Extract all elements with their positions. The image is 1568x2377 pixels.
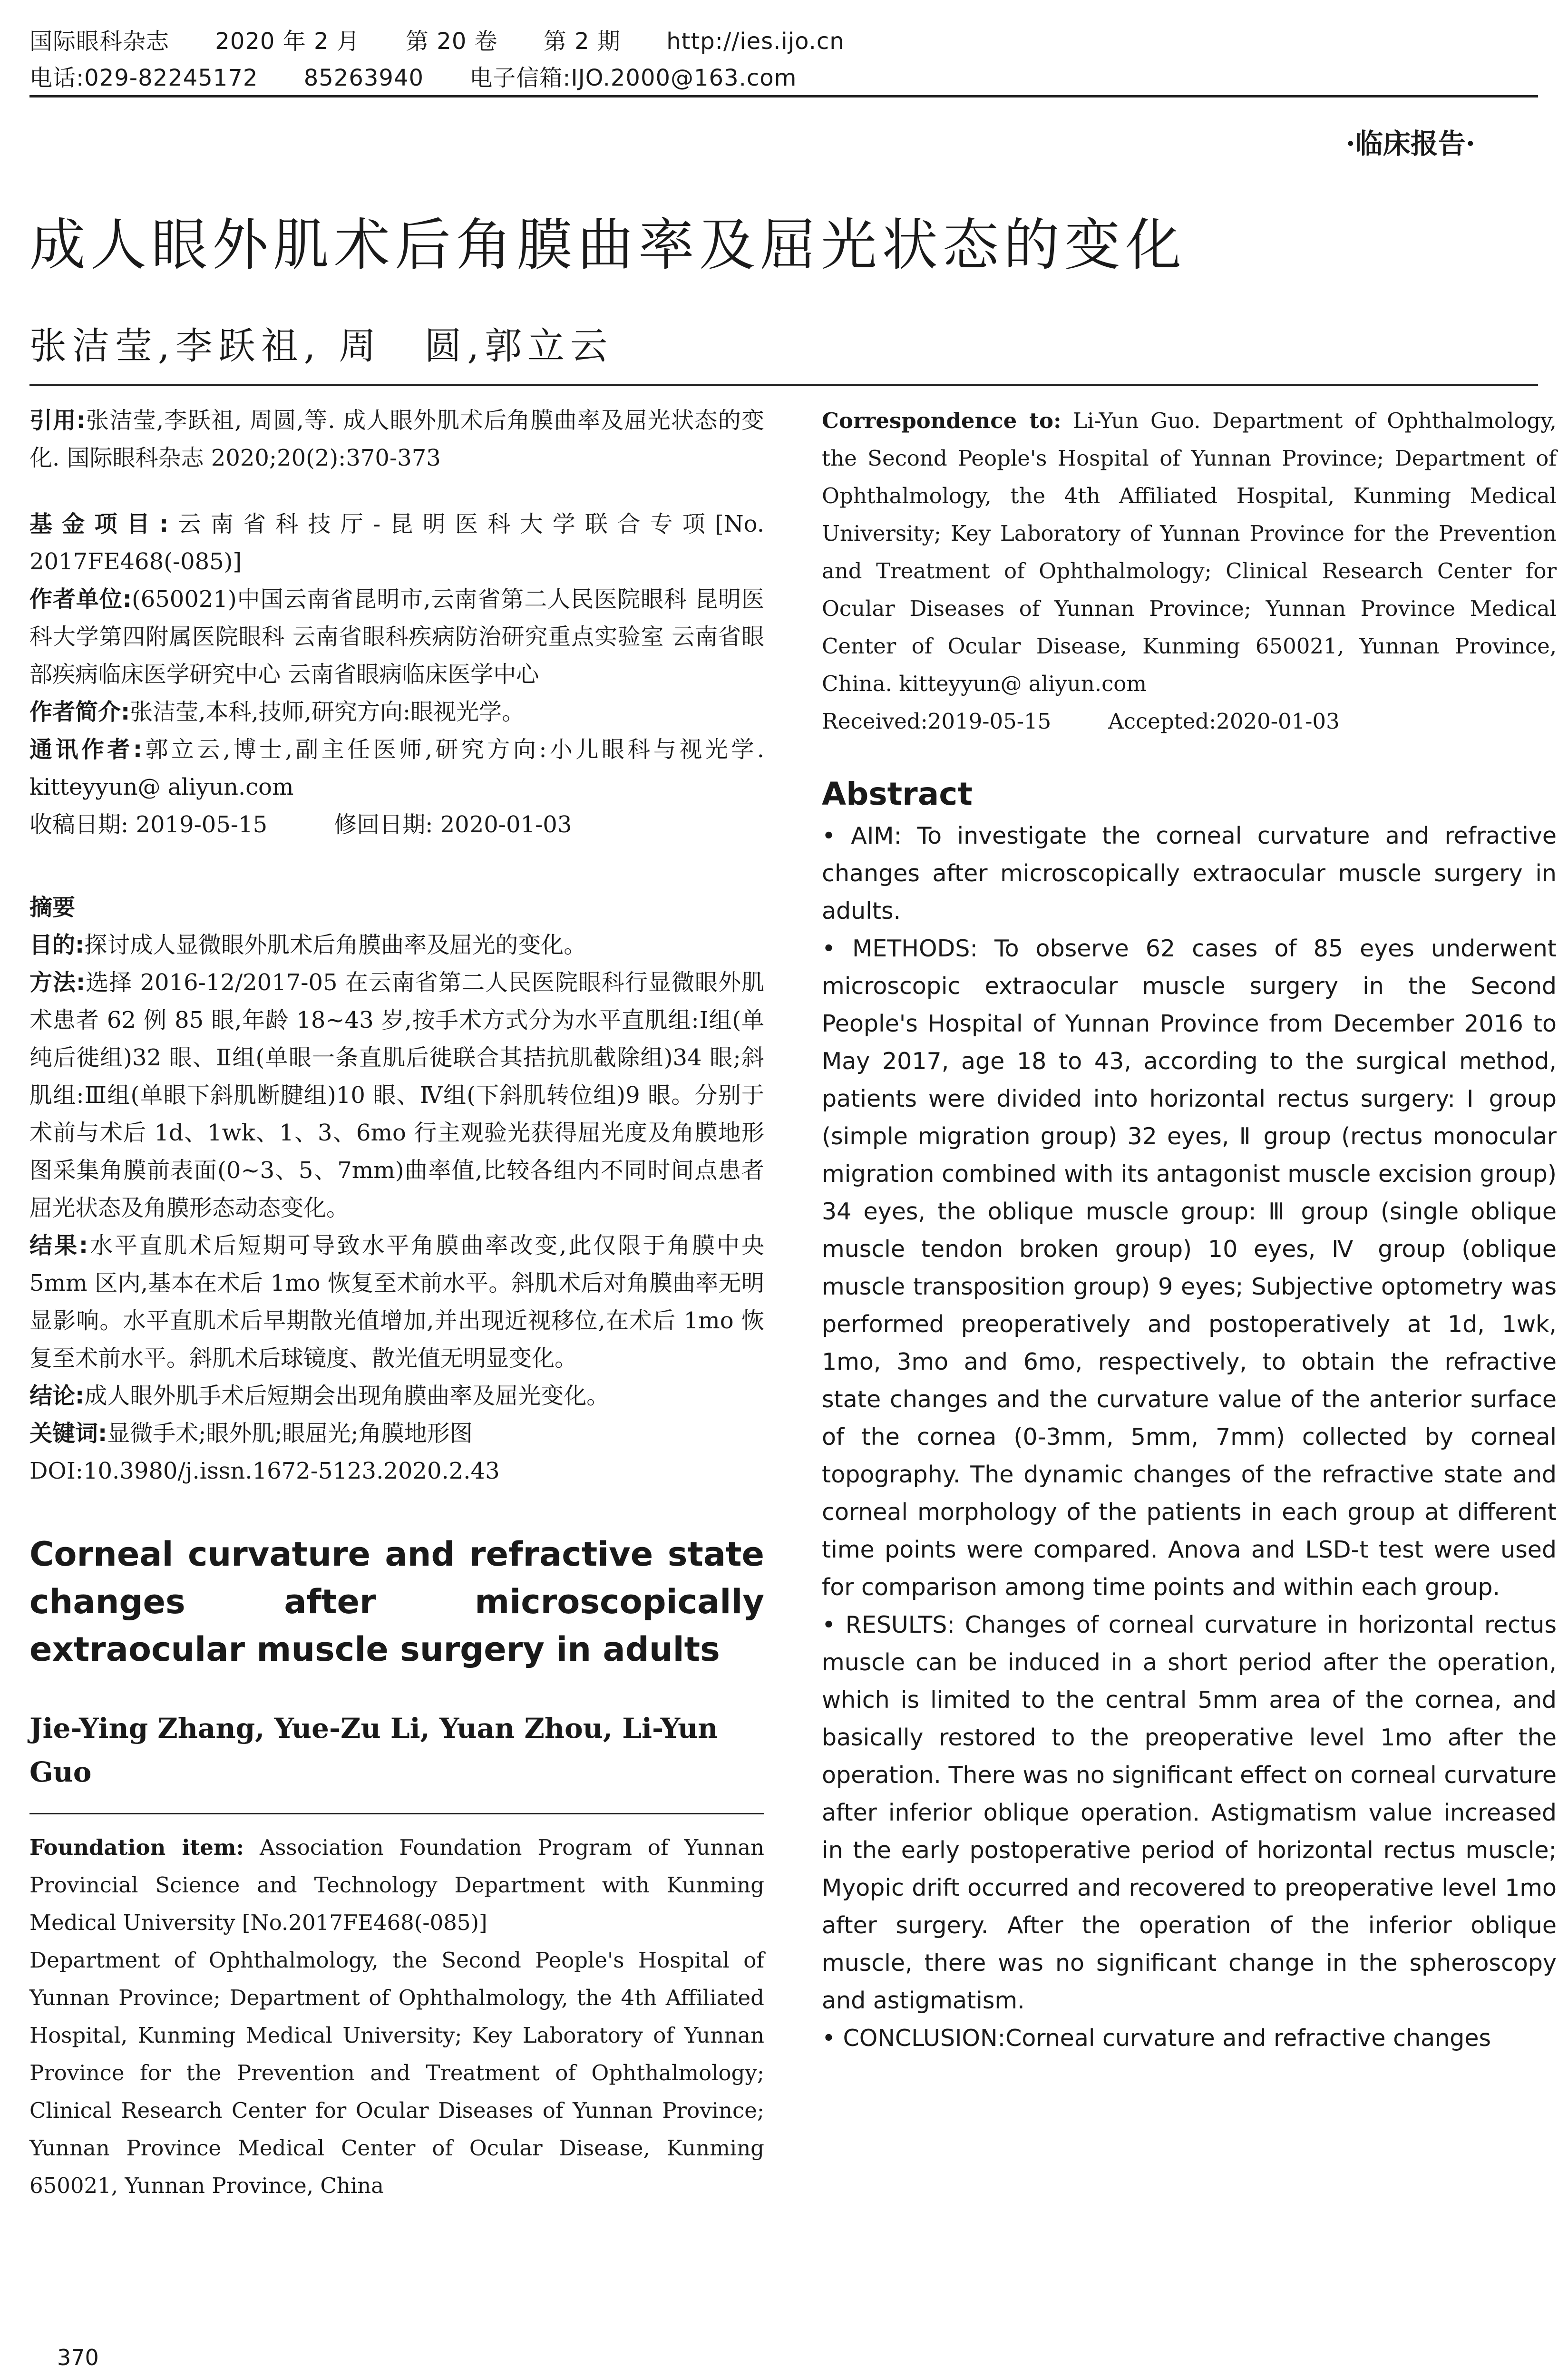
citation-label: 引用:: [29, 407, 86, 434]
correspondence-label: Correspondence to:: [822, 408, 1062, 433]
author-bio: [29, 693, 764, 731]
phone-2: 85263940: [303, 65, 424, 91]
conclusion-en-text: Corneal curvature and refractive changes: [1005, 2025, 1491, 2052]
abstract-cn-heading: [29, 889, 764, 926]
keywords-text: 显微手术;眼外肌;眼屈光;角膜地形图: [107, 1420, 473, 1447]
issue-date: 2020 年 2 月: [215, 28, 360, 55]
journal-url[interactable]: http://ies.ijo.cn: [666, 28, 845, 55]
issue-number: 第 2 期: [543, 28, 621, 55]
article-title-en: Corneal curvature and refractive state changes after microscopically extraocular muscle surgery in adults: [29, 1535, 764, 1669]
received-date: 收稿日期: 2019-05-15: [29, 811, 268, 838]
spacer: [29, 477, 764, 506]
methods-en-text: To observe 62 cases of 85 eyes underwent microscopic extraocular muscle surgery in the Second People's Hospital of Yunnan Province from December 2016 to May 2017, age 18 to 43, according to the surgical method, patients were divided into horizontal rectus surgery: Ⅰ group (simple migration group) 32 eyes, Ⅱ group (rectus monocular migration combined with its antagonist muscle excision group) 34 eyes, the oblique muscle group: Ⅲ group (single oblique muscle tendon broken group) 10 eyes, Ⅳ group (oblique muscle transposition group) 9 eyes; Subjective optometry was performed preoperatively and postoperatively at 1d, 1wk, 1mo, 3mo and 6mo, respectively, to obtain the refractive state changes and the curvature value of the anterior surface of the cornea (0-3mm, 5mm, 7mm) collected by corneal topography. The dynamic changes of the refractive state and corneal morphology of the patients in each group at different time points were compared. Anova and LSD-t test were used for comparison among time points and within each group.: [822, 935, 1557, 1601]
affiliation-en: Department of Ophthalmology, the Second People's Hospital of Yunnan Province; Department of Ophthalmology, the 4th Affiliated Hospital, Kunming Medical University; Key Laboratory of Yunnan Province for the Prevention and Treatment of Ophthalmology; Clinical Research Center for Ocular Diseases of Yunnan Province; Yunnan Province Medical Center of Ocular Disease, Kunming 650021, Yunnan Province, China: [29, 1948, 764, 2198]
abstract-en-results: [822, 1606, 1557, 2019]
header-rule: [29, 95, 1538, 97]
methods-en-label: • METHODS:: [822, 935, 978, 962]
abstract-cn-head: 摘要: [29, 894, 76, 921]
spacer: [29, 1673, 764, 1706]
conclusion-en-label: • CONCLUSION:: [822, 2025, 1006, 2052]
abstract-cn-objective: [29, 926, 764, 964]
author-unit: [29, 581, 764, 693]
abstract-cn-conclusion: [29, 1377, 764, 1415]
keywords: [29, 1415, 764, 1452]
aim-label: • AIM:: [822, 822, 902, 849]
revised-date: 修回日期: 2020-01-03: [334, 811, 572, 838]
phone: 电话:029-82245172: [29, 65, 258, 91]
abstract-en-aim: [822, 817, 1557, 930]
correspondence-en: [822, 402, 1557, 702]
conclusion-text: 成人眼外肌手术后短期会出现角膜曲率及屈光变化。: [84, 1383, 610, 1409]
running-header-line1: [29, 23, 883, 56]
spacer: [822, 740, 1557, 776]
methods-text: 选择 2016-12/2017-05 在云南省第二人民医院眼科行显微眼外肌术患者 62 例 85 眼,年龄 18~43 岁,按手术方式分为水平直肌组:Ⅰ组(单纯后徙组)32 眼、Ⅱ组(单眼一条直肌后徙联合其拮抗肌截除组)34 眼;斜肌组:Ⅲ组(单眼下斜肌断腱组)10 眼、Ⅳ组(下斜肌转位组)9 眼。分别于术前与术后 1d、1wk、1、3、6mo 行主观验光获得屈光度及角膜地形图采集角膜前表面(0~3、5、7mm)曲率值,比较各组内不同时间点患者屈光状态及角膜形态动态变化。: [29, 969, 764, 1221]
title-rule: [29, 384, 1538, 386]
bio-text: 张洁莹,本科,技师,研究方向:眼视光学。: [130, 699, 525, 725]
spacer: [29, 844, 764, 889]
doi[interactable]: DOI:10.3980/j.issn.1672-5123.2020.2.43: [29, 1458, 500, 1484]
citation-text: 张洁莹,李跃祖, 周圆,等. 成人眼外肌术后角膜曲率及屈光状态的变化. 国际眼科杂志 2020;20(2):370-373: [29, 407, 764, 471]
keywords-label: 关键词:: [29, 1420, 107, 1447]
conclusion-label: 结论:: [29, 1383, 85, 1409]
abstract-en-methods: [822, 930, 1557, 1606]
objective-label: 目的:: [29, 932, 85, 958]
spacer: [29, 1490, 764, 1530]
volume: 第 20 卷: [406, 28, 498, 55]
dates: [29, 806, 764, 844]
dates-en: [822, 702, 1557, 740]
fund-text: 云南省科技厅-昆明医科大学联合专项[No. 2017FE468(-085)]: [29, 511, 764, 575]
results-en-text: Changes of corneal curvature in horizontal rectus muscle can be induced in a short period after the operation, which is limited to the central 5mm area of the cornea, and basically restored to the preoperative level 1mo after the operation. There was no significant effect on corneal curvature after inferior oblique operation. Astigmatism value increased in the early postoperative period of horizontal rectus muscle; Myopic drift occurred and recovered to preoperative level 1mo after surgery. After the operation of the inferior oblique muscle, there was no significant change in the spheroscopy and astigmatism.: [822, 1611, 1557, 2014]
correspondence-text: Li-Yun Guo. Department of Ophthalmology, the Second People's Hospital of Yunnan Province; Department of Ophthalmology, the 4th Affiliated Hospital, Kunming Medical University; Key Laboratory of Yunnan Province for the Prevention and Treatment of Ophthalmology; Clinical Research Center for Ocular Diseases of Yunnan Province; Yunnan Province Medical Center of Ocular Disease, Kunming 650021, Yunnan Province, China. kitteyyun@ aliyun.com: [822, 408, 1557, 696]
corr-label: 通讯作者:: [29, 736, 143, 763]
page-number: 370: [57, 2345, 99, 2370]
results-label: 结果:: [29, 1232, 88, 1259]
section-tag: ·临床报告·: [1345, 127, 1475, 160]
results-text: 水平直肌术后短期可导致水平角膜曲率改变,此仅限于角膜中央 5mm 区内,基本在术后 1mo 恢复至术前水平。斜肌术后对角膜曲率无明显影响。水平直肌术后早期散光值增加,并出现近视移位,在术后 1mo 恢复至术前水平。斜肌术后球镜度、散光值无明显变化。: [29, 1232, 764, 1372]
citation: [29, 402, 764, 477]
foundation-label: Foundation item:: [29, 1835, 244, 1860]
abstract-en-heading: Abstract: [822, 776, 973, 812]
foundation-item-en: [29, 1829, 764, 1941]
email[interactable]: 电子信箱:IJO.2000@163.com: [469, 65, 797, 91]
methods-label: 方法:: [29, 969, 86, 996]
running-header-line2: [29, 59, 835, 92]
corr-text: 郭立云,博士,副主任医师,研究方向:小儿眼科与视光学. kitteyyun@ aliyun.com: [29, 736, 764, 800]
foundation-text: Association Foundation Program of Yunnan Provincial Science and Technology Department with Kunming Medical University [No.2017FE468(-085)]: [29, 1835, 764, 1935]
fund-label: 基金项目:: [29, 511, 169, 537]
unit-label: 作者单位:: [29, 586, 132, 613]
objective-text: 探讨成人显微眼外肌术后角膜曲率及屈光的变化。: [84, 932, 587, 958]
abstract-cn-methods: [29, 964, 764, 1227]
authors-en: Jie-Ying Zhang, Yue-Zu Li, Yuan Zhou, Li-Yun Guo: [29, 1712, 718, 1788]
journal-name: 国际眼科杂志: [29, 28, 170, 55]
aim-text: To investigate the corneal curvature and refractive changes after microscopically extraocular muscle surgery in adults.: [822, 822, 1557, 925]
authors-rule: [29, 1813, 764, 1814]
authors-cn: 张洁莹,李跃祖, 周 圆,郭立云: [29, 325, 614, 368]
fund-item: [29, 506, 764, 581]
unit-text: (650021)中国云南省昆明市,云南省第二人民医院眼科 昆明医科大学第四附属医院眼科 云南省眼科疾病防治研究重点实验室 云南省眼部疾病临床医学研究中心 云南省眼病临床医学中心: [29, 586, 764, 688]
right-column: [822, 402, 1557, 2057]
bio-label: 作者简介:: [29, 699, 130, 725]
results-en-label: • RESULTS:: [822, 1611, 955, 1638]
received-en: Received:2019-05-15: [822, 709, 1052, 734]
accepted-en: Accepted:2020-01-03: [1108, 709, 1340, 734]
left-column: [29, 402, 764, 2204]
article-title-cn: 成人眼外肌术后角膜曲率及屈光状态的变化: [29, 212, 1187, 278]
abstract-cn-results: [29, 1227, 764, 1377]
abstract-en-conclusion: [822, 2019, 1557, 2057]
corresponding-author: [29, 731, 764, 806]
